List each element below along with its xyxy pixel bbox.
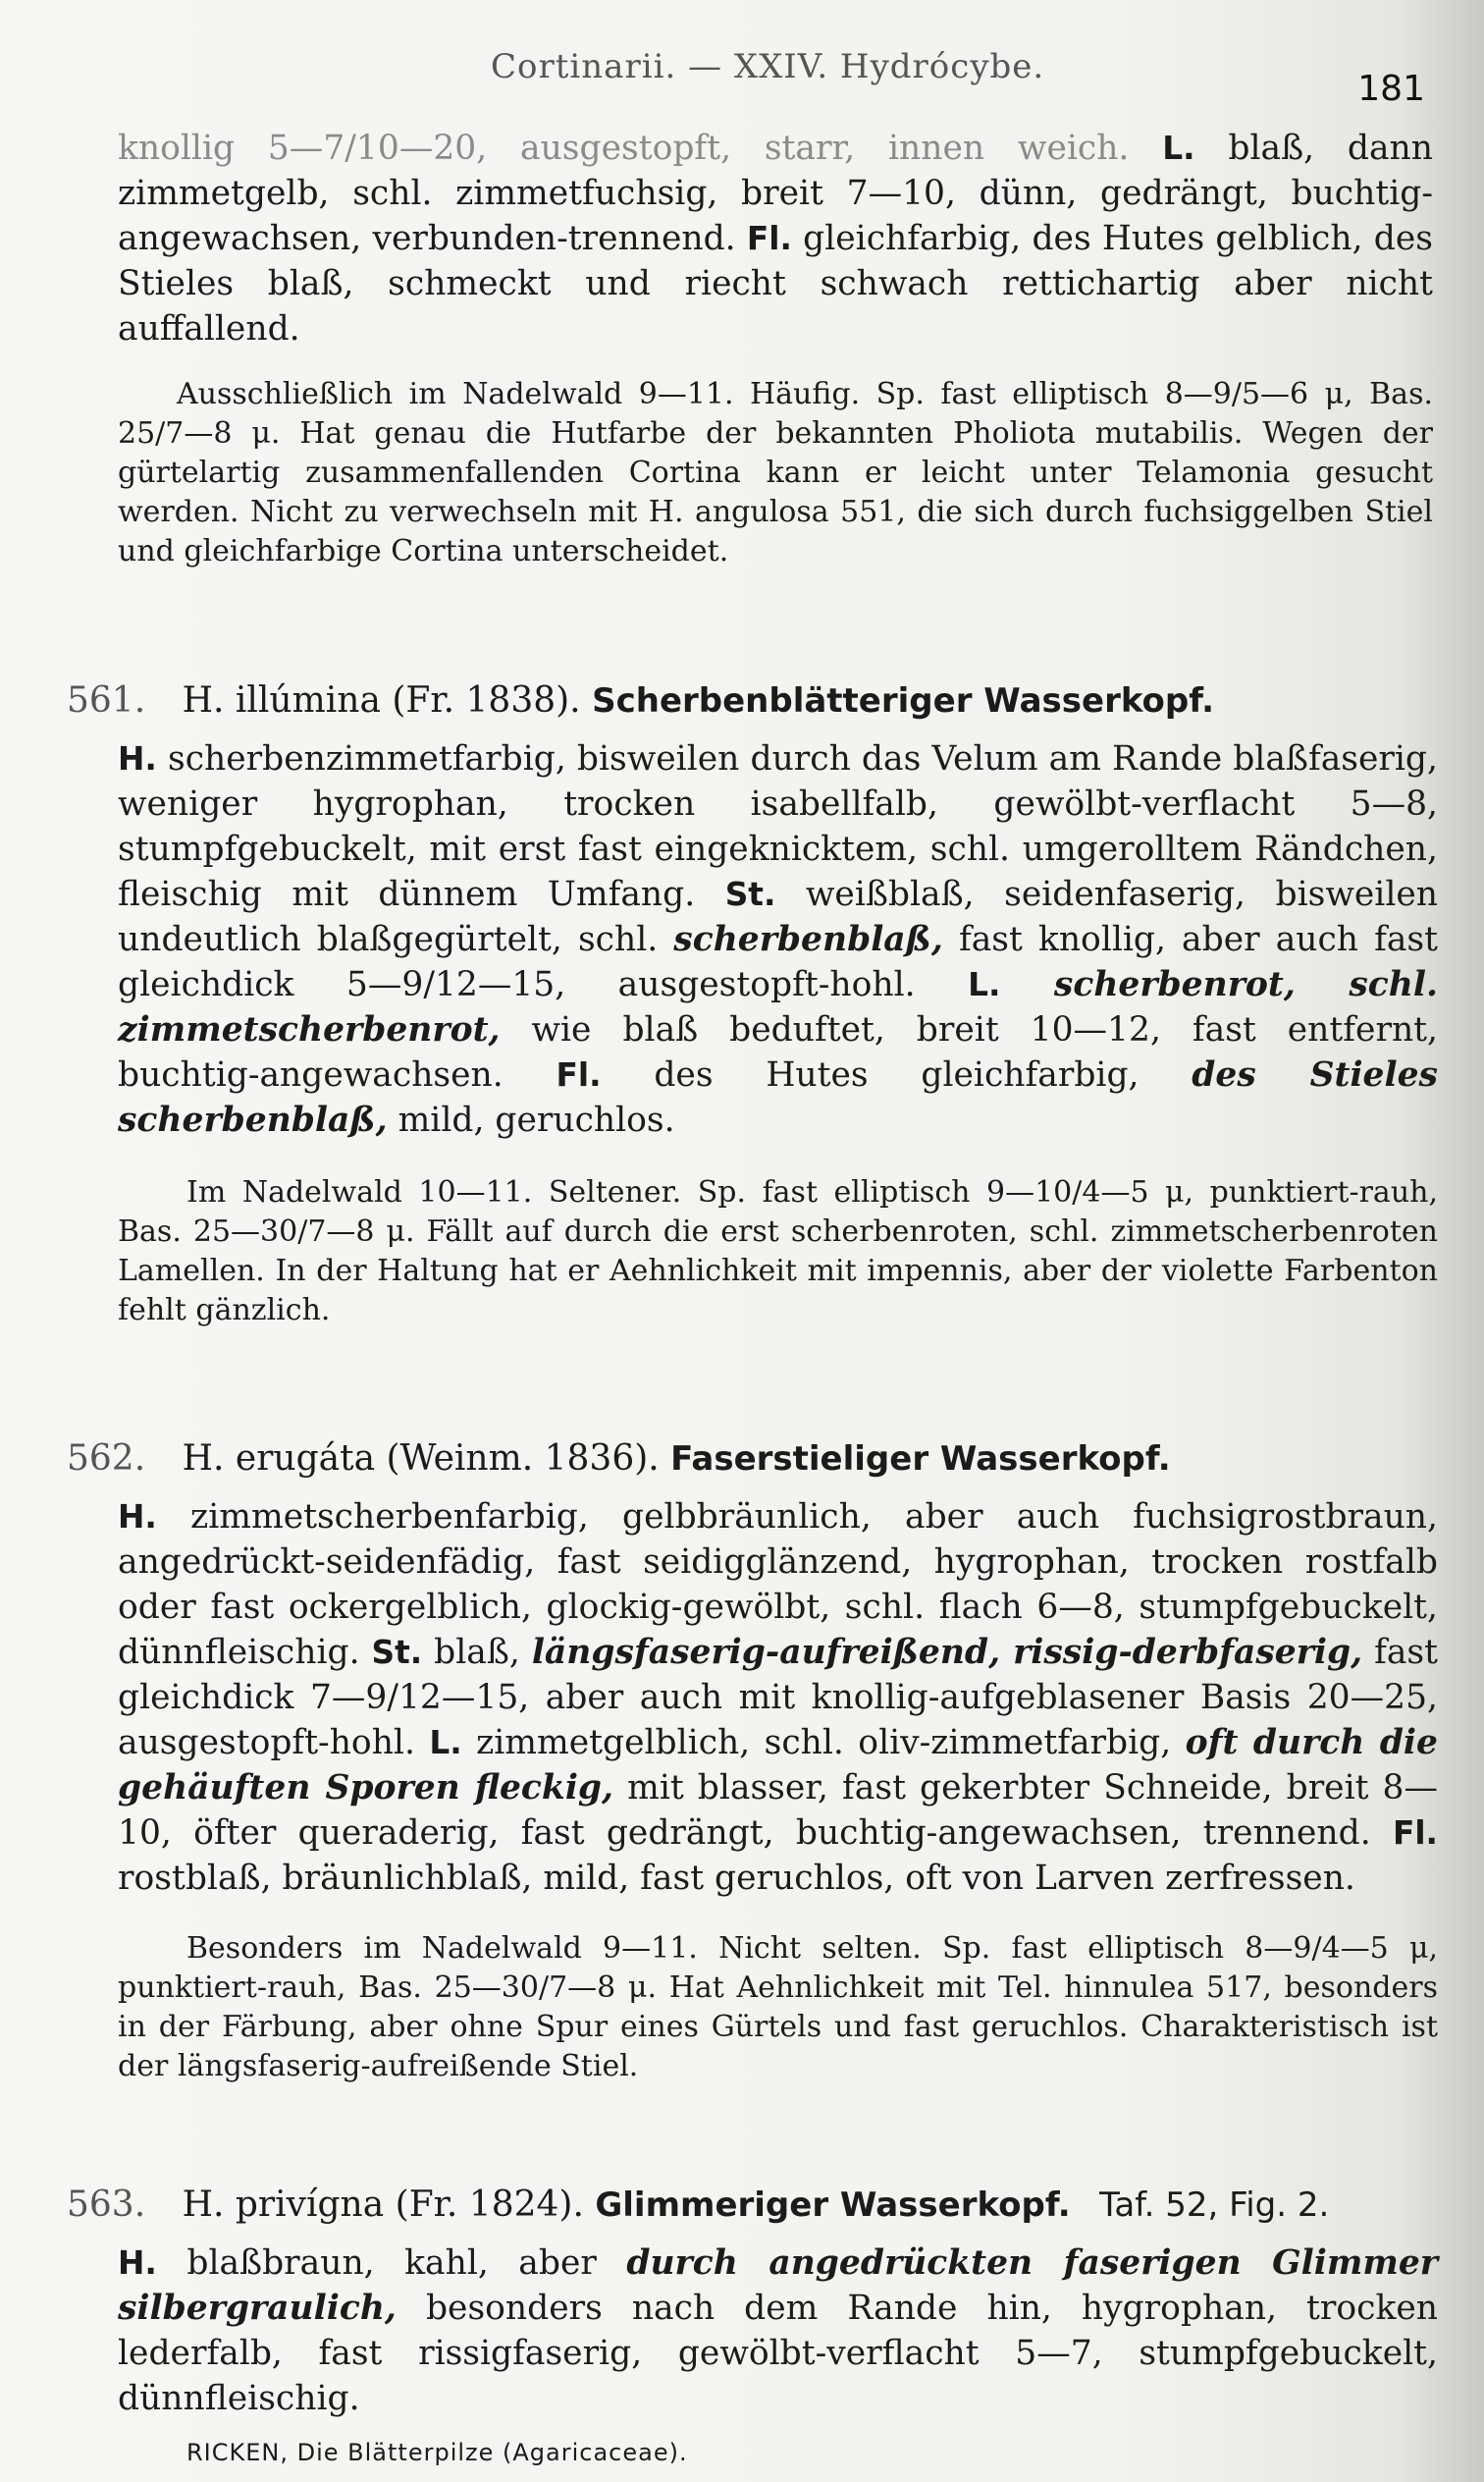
page-number: 181 <box>1357 69 1425 109</box>
species-name: H. privígna (Fr. 1824). <box>182 2185 584 2225</box>
desc-text: mild, geruchlos. <box>387 1101 675 1140</box>
desc-italic: durch angedrückten faserigen Glimmer silbergraulich, <box>118 2243 1438 2328</box>
intro-paragraph <box>118 126 1433 351</box>
species-number: 561. <box>67 680 146 721</box>
species-note-text: Besonders im Nadelwald 9—11. Nicht selten. Sp. fast elliptisch 8—9/4—5 μ, punktiert-rauh, Bas. 25—30/7—8 μ. Hat Aehnlichkeit mit Tel. hinnulea 517, besonders in der Färbung, aber ohne Spur eines Gürtels und fast geruchlos. Charakteristisch ist der längsfaserig-aufreißende Stiel. <box>118 1931 1438 2083</box>
lamellae-label: L. <box>968 966 1001 1003</box>
flesh-label: Fl. <box>556 1056 602 1094</box>
desc-text: blaßbraun, kahl, aber <box>156 2243 627 2283</box>
plate-reference: Taf. 52, Fig. 2. <box>1099 2185 1330 2225</box>
species-name: H. erugáta (Weinm. 1836). <box>182 1438 660 1479</box>
desc-text: besonders nach dem Rande hin, hygrophan, trocken lederfalb, fast rissigfaserig, gewölbt-verflacht 5—7, stumpfgebuckelt, dünnfleischig. <box>118 2289 1438 2418</box>
desc-text: wie blaß beduftet, breit 10—12, fast entfernt, buchtig-angewachsen. <box>118 1010 1438 1095</box>
desc-text: scherbenzimmetfarbig, bisweilen durch das Velum am Rande blaßfaserig, weniger hygrophan, trocken isabellfalb, gewölbt-verflacht 5—8, stumpfgebuckelt, mit erst fast eingeknicktem, schl. umgerolltem Rändchen, fleischig mit dünnem Umfang. <box>118 739 1438 914</box>
intro-note-text: Ausschließlich im Nadelwald 9—11. Häufig. Sp. fast elliptisch 8—9/5—6 μ, Bas. 25/7—8 μ. Hat genau die Hutfarbe der bekannten Pholiota mutabilis. Wegen der gürtelartig zusammenfallenden Cortina kann er leicht unter Telamonia gesucht werden. Nicht zu verwechseln mit H. angulosa 551, die sich durch fuchsiggelben Stiel und gleichfarbige Cortina unterscheidet. <box>118 377 1433 568</box>
desc-italic: scherbenrot, schl. zimmetscherbenrot, <box>118 965 1438 1050</box>
species-number: 562. <box>67 1438 146 1479</box>
species-name: H. illúmina (Fr. 1838). <box>182 680 581 721</box>
species-note-text: Im Nadelwald 10—11. Seltener. Sp. fast elliptisch 9—10/4—5 μ, punktiert-rauh, Bas. 25—30/7—8 μ. Fällt auf durch die erst scherbenroten, schl. zimmetscherbenroten Lamellen. In der Haltung hat er Aehnlichkeit mit impennis, aber der violette Farbenton fehlt gänzlich. <box>118 1175 1438 1327</box>
species-description-562 <box>118 1494 1438 1901</box>
species-common-name: Glimmeriger Wasserkopf. <box>595 2185 1071 2225</box>
desc-italic: oft durch die gehäuften Sporen fleckig, <box>118 1723 1438 1808</box>
desc-text: fast gleichdick 7—9/12—15, aber auch mit knollig-aufgeblasener Basis 20—25, ausgestopft-hohl. <box>118 1633 1438 1762</box>
lamellae-label: L. <box>429 1724 462 1761</box>
cap-label: H. <box>118 740 157 778</box>
desc-italic: längsfaserig-aufreißend, rissig-derbfaserig, <box>531 1633 1363 1672</box>
intro-text-a: knollig 5—7/10—20, ausgestopft, starr, innen weich. <box>118 129 1163 168</box>
flesh-label: Fl. <box>1392 1814 1438 1852</box>
desc-text: weißblaß, seidenfaserig, bisweilen undeutlich blaßgegürtelt, schl. <box>118 875 1438 959</box>
species-common-name: Scherbenblätteriger Wasserkopf. <box>592 681 1215 721</box>
cap-label: H. <box>118 1498 157 1536</box>
species-common-name: Faserstieliger Wasserkopf. <box>670 1439 1171 1479</box>
desc-italic: scherbenblaß, <box>673 920 943 959</box>
species-number: 563. <box>67 2185 146 2225</box>
flesh-label: Fl. <box>746 220 792 257</box>
page-header <box>118 37 1425 109</box>
species-description-563 <box>118 2240 1438 2421</box>
species-heading-562 <box>67 1435 1441 1483</box>
page-footer: RICKEN, Die Blätterpilze (Agaricaceae). <box>186 2439 688 2466</box>
species-note-562 <box>118 1929 1438 2086</box>
desc-text: blaß, <box>422 1633 532 1672</box>
desc-text: rostblaß, bräunlichblaß, mild, fast geruchlos, oft von Larven zerfressen. <box>118 1859 1355 1898</box>
species-note-561 <box>118 1173 1438 1330</box>
desc-text: zimmetscherbenfarbig, gelbbräunlich, aber auch fuchsigrostbraun, angedrückt-seidenfädig, fast seidigglänzend, hygrophan, trocken rostfalb oder fast ockergelblich, glockig-gewölbt, schl. flach 6—8, stumpfgebuckelt, dünnfleischig. <box>118 1497 1438 1672</box>
cap-label: H. <box>118 2244 157 2282</box>
desc-text: zimmetgelblich, schl. oliv-zimmetfarbig, <box>461 1723 1186 1762</box>
stem-label: St. <box>371 1634 423 1671</box>
species-heading-563 <box>67 2182 1441 2229</box>
running-title: Cortinarii. — XXIV. Hydrócybe. <box>491 47 1045 86</box>
desc-italic: des Stieles scherbenblaß, <box>118 1055 1438 1140</box>
species-heading-561 <box>67 677 1441 725</box>
desc-text: des Hutes gleichfarbig, <box>601 1055 1192 1095</box>
intro-note <box>118 375 1433 571</box>
lamellae-label: L. <box>1162 130 1195 167</box>
intro-text-b: blaß, dann zimmetgelb, schl. zimmetfuchsig, breit 7—10, dünn, gedrängt, buchtig-angewachsen, verbunden-trennend. <box>118 129 1433 258</box>
stem-label: St. <box>724 876 776 913</box>
species-description-561 <box>118 736 1438 1143</box>
desc-text: mit blasser, fast gekerbter Schneide, breit 8—10, öfter queraderig, fast gedrängt, buchtig-angewachsen, trennend. <box>118 1768 1439 1853</box>
intro-text-c: gleichfarbig, des Hutes gelblich, des Stieles blaß, schmeckt und riecht schwach rettichartig aber nicht auffallend. <box>118 219 1433 349</box>
desc-text: fast knollig, aber auch fast gleichdick 5—9/12—15, ausgestopft-hohl. <box>118 920 1438 1004</box>
